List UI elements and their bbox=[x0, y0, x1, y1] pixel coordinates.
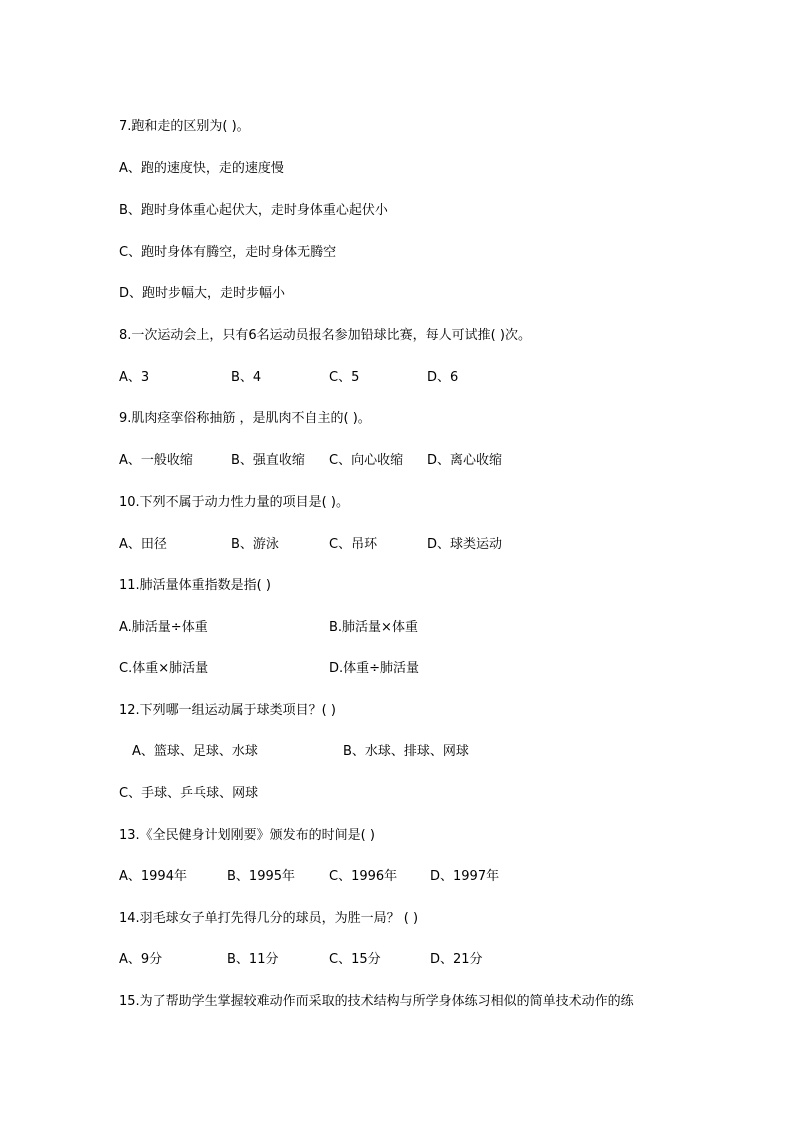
question-10-stem: 10.下列不属于动力性力量的项目是( )。 bbox=[119, 495, 349, 510]
question-14-option-a: A、9分 bbox=[119, 952, 163, 967]
question-10-option-b: B、游泳 bbox=[231, 537, 279, 552]
question-10-option-d: D、球类运动 bbox=[427, 537, 503, 552]
question-8-option-b: B、4 bbox=[231, 370, 262, 385]
question-14-options bbox=[0, 952, 794, 968]
question-13-options bbox=[0, 869, 794, 885]
question-10-option-c: C、吊环 bbox=[329, 537, 378, 552]
question-12-stem: 12.下列哪一组运动属于球类项目？( ) bbox=[119, 703, 336, 718]
question-11-stem: 11.肺活量体重指数是指( ) bbox=[119, 578, 271, 593]
question-13-stem: 13.《全民健身计划刚要》颁发布的时间是( ) bbox=[119, 828, 375, 843]
question-11-option-a: A.肺活量÷体重 bbox=[119, 620, 208, 635]
question-9-options bbox=[0, 453, 794, 469]
question-11-options-row-2 bbox=[0, 661, 794, 677]
question-15-stem: 15.为了帮助学生掌握较难动作而采取的技术结构与所学身体练习相似的简单技术动作的练 bbox=[119, 994, 634, 1009]
question-7-option-c: C、跑时身体有腾空，走时身体无腾空 bbox=[119, 245, 337, 260]
question-7-option-b: B、跑时身体重心起伏大，走时身体重心起伏小 bbox=[119, 203, 388, 218]
question-8-options bbox=[0, 370, 794, 386]
question-13-option-c: C、1996年 bbox=[329, 869, 398, 884]
question-7-option-d: D、跑时步幅大，走时步幅小 bbox=[119, 286, 286, 301]
question-12-option-c: C、手球、乒乓球、网球 bbox=[119, 786, 259, 801]
question-14-option-d: D、21分 bbox=[430, 952, 483, 967]
question-8-option-d: D、6 bbox=[427, 370, 459, 385]
question-12-option-b: B、水球、排球、网球 bbox=[343, 744, 469, 759]
question-10-options bbox=[0, 537, 794, 553]
question-13-option-d: D、1997年 bbox=[430, 869, 500, 884]
question-14-stem: 14.羽毛球女子单打先得几分的球员，为胜一局？ ( ) bbox=[119, 911, 419, 926]
question-11-option-c: C.体重×肺活量 bbox=[119, 661, 209, 676]
question-9-option-d: D、离心收缩 bbox=[427, 453, 503, 468]
question-11-option-d: D.体重÷肺活量 bbox=[329, 661, 420, 676]
question-14-option-c: C、15分 bbox=[329, 952, 381, 967]
question-13-option-a: A、1994年 bbox=[119, 869, 187, 884]
question-9-option-a: A、一般收缩 bbox=[119, 453, 193, 468]
question-10-option-a: A、田径 bbox=[119, 537, 167, 552]
question-9-stem: 9.肌肉痉挛俗称抽筋 ，是肌肉不自主的( )。 bbox=[119, 411, 371, 426]
question-7-stem: 7.跑和走的区别为( )。 bbox=[119, 119, 250, 134]
question-12-options-row-1 bbox=[0, 744, 794, 760]
question-8-option-a: A、3 bbox=[119, 370, 150, 385]
question-14-option-b: B、11分 bbox=[227, 952, 279, 967]
question-8-option-c: C、5 bbox=[329, 370, 360, 385]
question-8-stem: 8.一次运动会上，只有6名运动员报名参加铅球比赛，每人可试推( )次。 bbox=[119, 328, 531, 343]
question-13-option-b: B、1995年 bbox=[227, 869, 296, 884]
question-7-option-a: A、跑的速度快，走的速度慢 bbox=[119, 161, 284, 176]
question-11-option-b: B.肺活量×体重 bbox=[329, 620, 418, 635]
question-12-option-a: A、篮球、足球、水球 bbox=[132, 744, 258, 759]
question-9-option-b: B、强直收缩 bbox=[231, 453, 305, 468]
question-9-option-c: C、向心收缩 bbox=[329, 453, 404, 468]
question-11-options-row-1 bbox=[0, 620, 794, 636]
